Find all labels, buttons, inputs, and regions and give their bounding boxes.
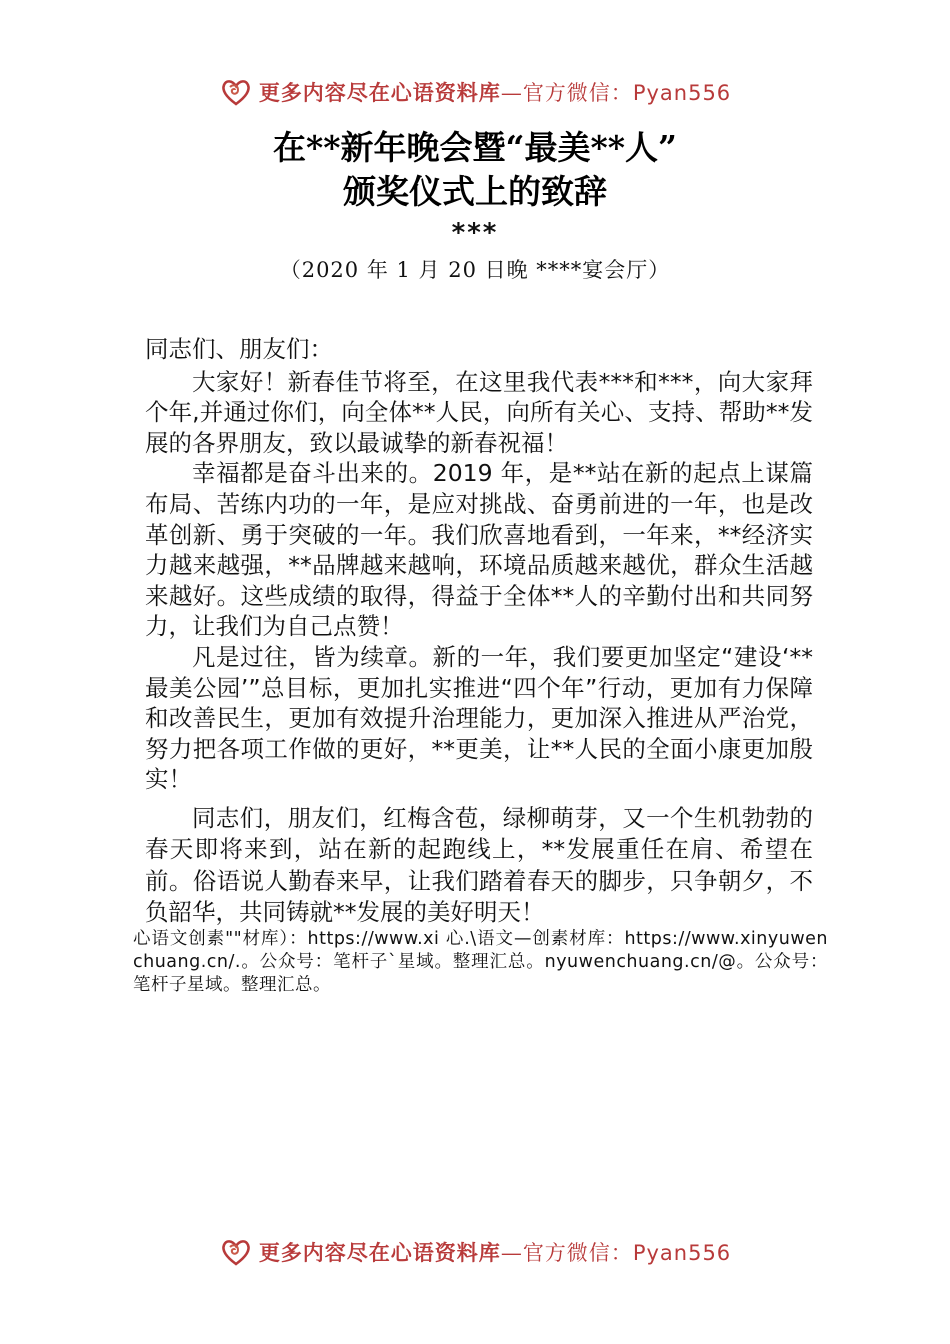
paragraph: 幸福都是奋斗出来的。2019 年，是**站在新的起点上谋篇布局、苦练内功的一年，是应对挑战、奋勇前进的一年，也是改革创新、勇于突破的一年。我们欣喜地看到，一年来，**经济实力越来越强，**品牌越来越响，环境品质越来越优，群众生活越来越好。这些成绩的取得，得益于全体**人的辛勤付出和共同努力，让我们为自己点赞！	[145, 459, 813, 641]
banner-separator: —	[500, 81, 523, 105]
banner-wechat-label: 官方微信：	[522, 81, 633, 105]
paragraph: 大家好！新春佳节将至，在这里我代表***和***，向大家拜个年,并通过你们，向全体**人民，向所有关心、支持、帮助**发展的各界朋友，致以最诚挚的新春祝福！	[145, 367, 813, 457]
banner-text	[259, 1237, 731, 1267]
footer-banner	[0, 1232, 950, 1272]
speech-body	[145, 334, 813, 929]
document-title-line-2: 颁奖仪式上的致辞	[343, 172, 607, 211]
banner-brand: 更多内容尽在心语资料库	[258, 80, 501, 105]
header-banner	[0, 72, 950, 112]
banner-text	[259, 77, 731, 107]
paragraph: 凡是过往，皆为续章。新的一年，我们要更加坚定“建设‘**最美公园’”总目标，更加扎实推进“四个年”行动，更加有力保障和改善民生，更加有效提升治理能力，更加深入推进从严治党，努力把各项工作做的更好，**更美，让**人民的全面小康更加殷实！	[145, 642, 813, 794]
heart-swirl-logo-icon	[219, 1235, 253, 1269]
banner-brand: 更多内容尽在心语资料库	[258, 1240, 501, 1265]
banner-separator: —	[500, 1241, 523, 1265]
greeting: 同志们、朋友们：	[145, 335, 333, 363]
banner-wechat-id: Pyan556	[632, 1241, 732, 1265]
banner-wechat-id: Pyan556	[632, 81, 732, 105]
paragraph: 同志们，朋友们，红梅含苞，绿柳萌芽，又一个生机勃勃的春天即将来到，站在新的起跑线上，**发展重任在肩、希望在前。俗语说人勤春来早，让我们踏着春天的脚步，只争朝夕，不负韶华，共同铸就**发展的美好明天！	[145, 803, 813, 927]
document-title-line-1: 在**新年晚会暨“最美**人”	[273, 128, 677, 167]
dateline: （2020 年 1 月 20 日晚 ****宴会厅）	[279, 258, 671, 282]
author: ***	[451, 218, 499, 248]
heart-swirl-logo-icon	[219, 75, 253, 109]
source-note: 心语文创素""材库）：https://www.xi 心.\语文—创素材库：https://www.xinyuwenchuang.cn/.。公众号：笔杆子`星域。整理汇总。nyuwenchuang.cn/@。公众号：笔杆子星域。整理汇总。	[133, 929, 828, 995]
banner-wechat-label: 官方微信：	[522, 1241, 633, 1265]
